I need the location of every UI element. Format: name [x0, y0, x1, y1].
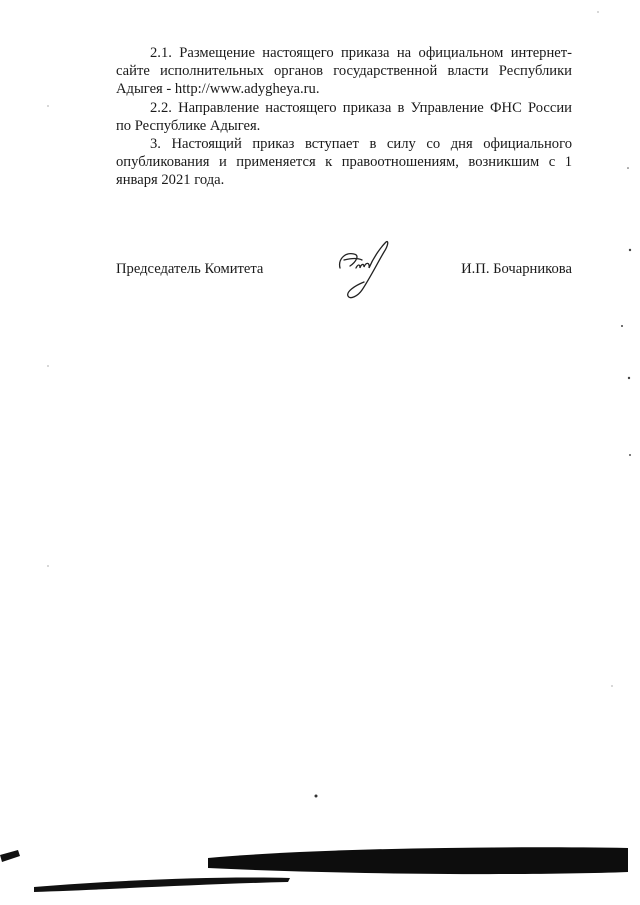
signatory-title: Председатель Комитета [116, 261, 264, 277]
paragraph-2-2: 2.2. Направление настоящего приказа в Управление ФНС России по Республике Адыгея. [116, 99, 572, 134]
signatory-name: И.П. Бочарникова [461, 261, 572, 277]
paragraph-2-1: 2.1. Размещение настоящего приказа на официальном интернет-сайте исполнительных органов государственной власти Республики Адыгея - http://www.adygheya.ru. [116, 45, 572, 98]
paragraph-3: 3. Настоящий приказ вступает в силу со дня официального опубликования и применяется к правоотношениям, возникшим с 1 января 2021 года. [116, 136, 572, 189]
